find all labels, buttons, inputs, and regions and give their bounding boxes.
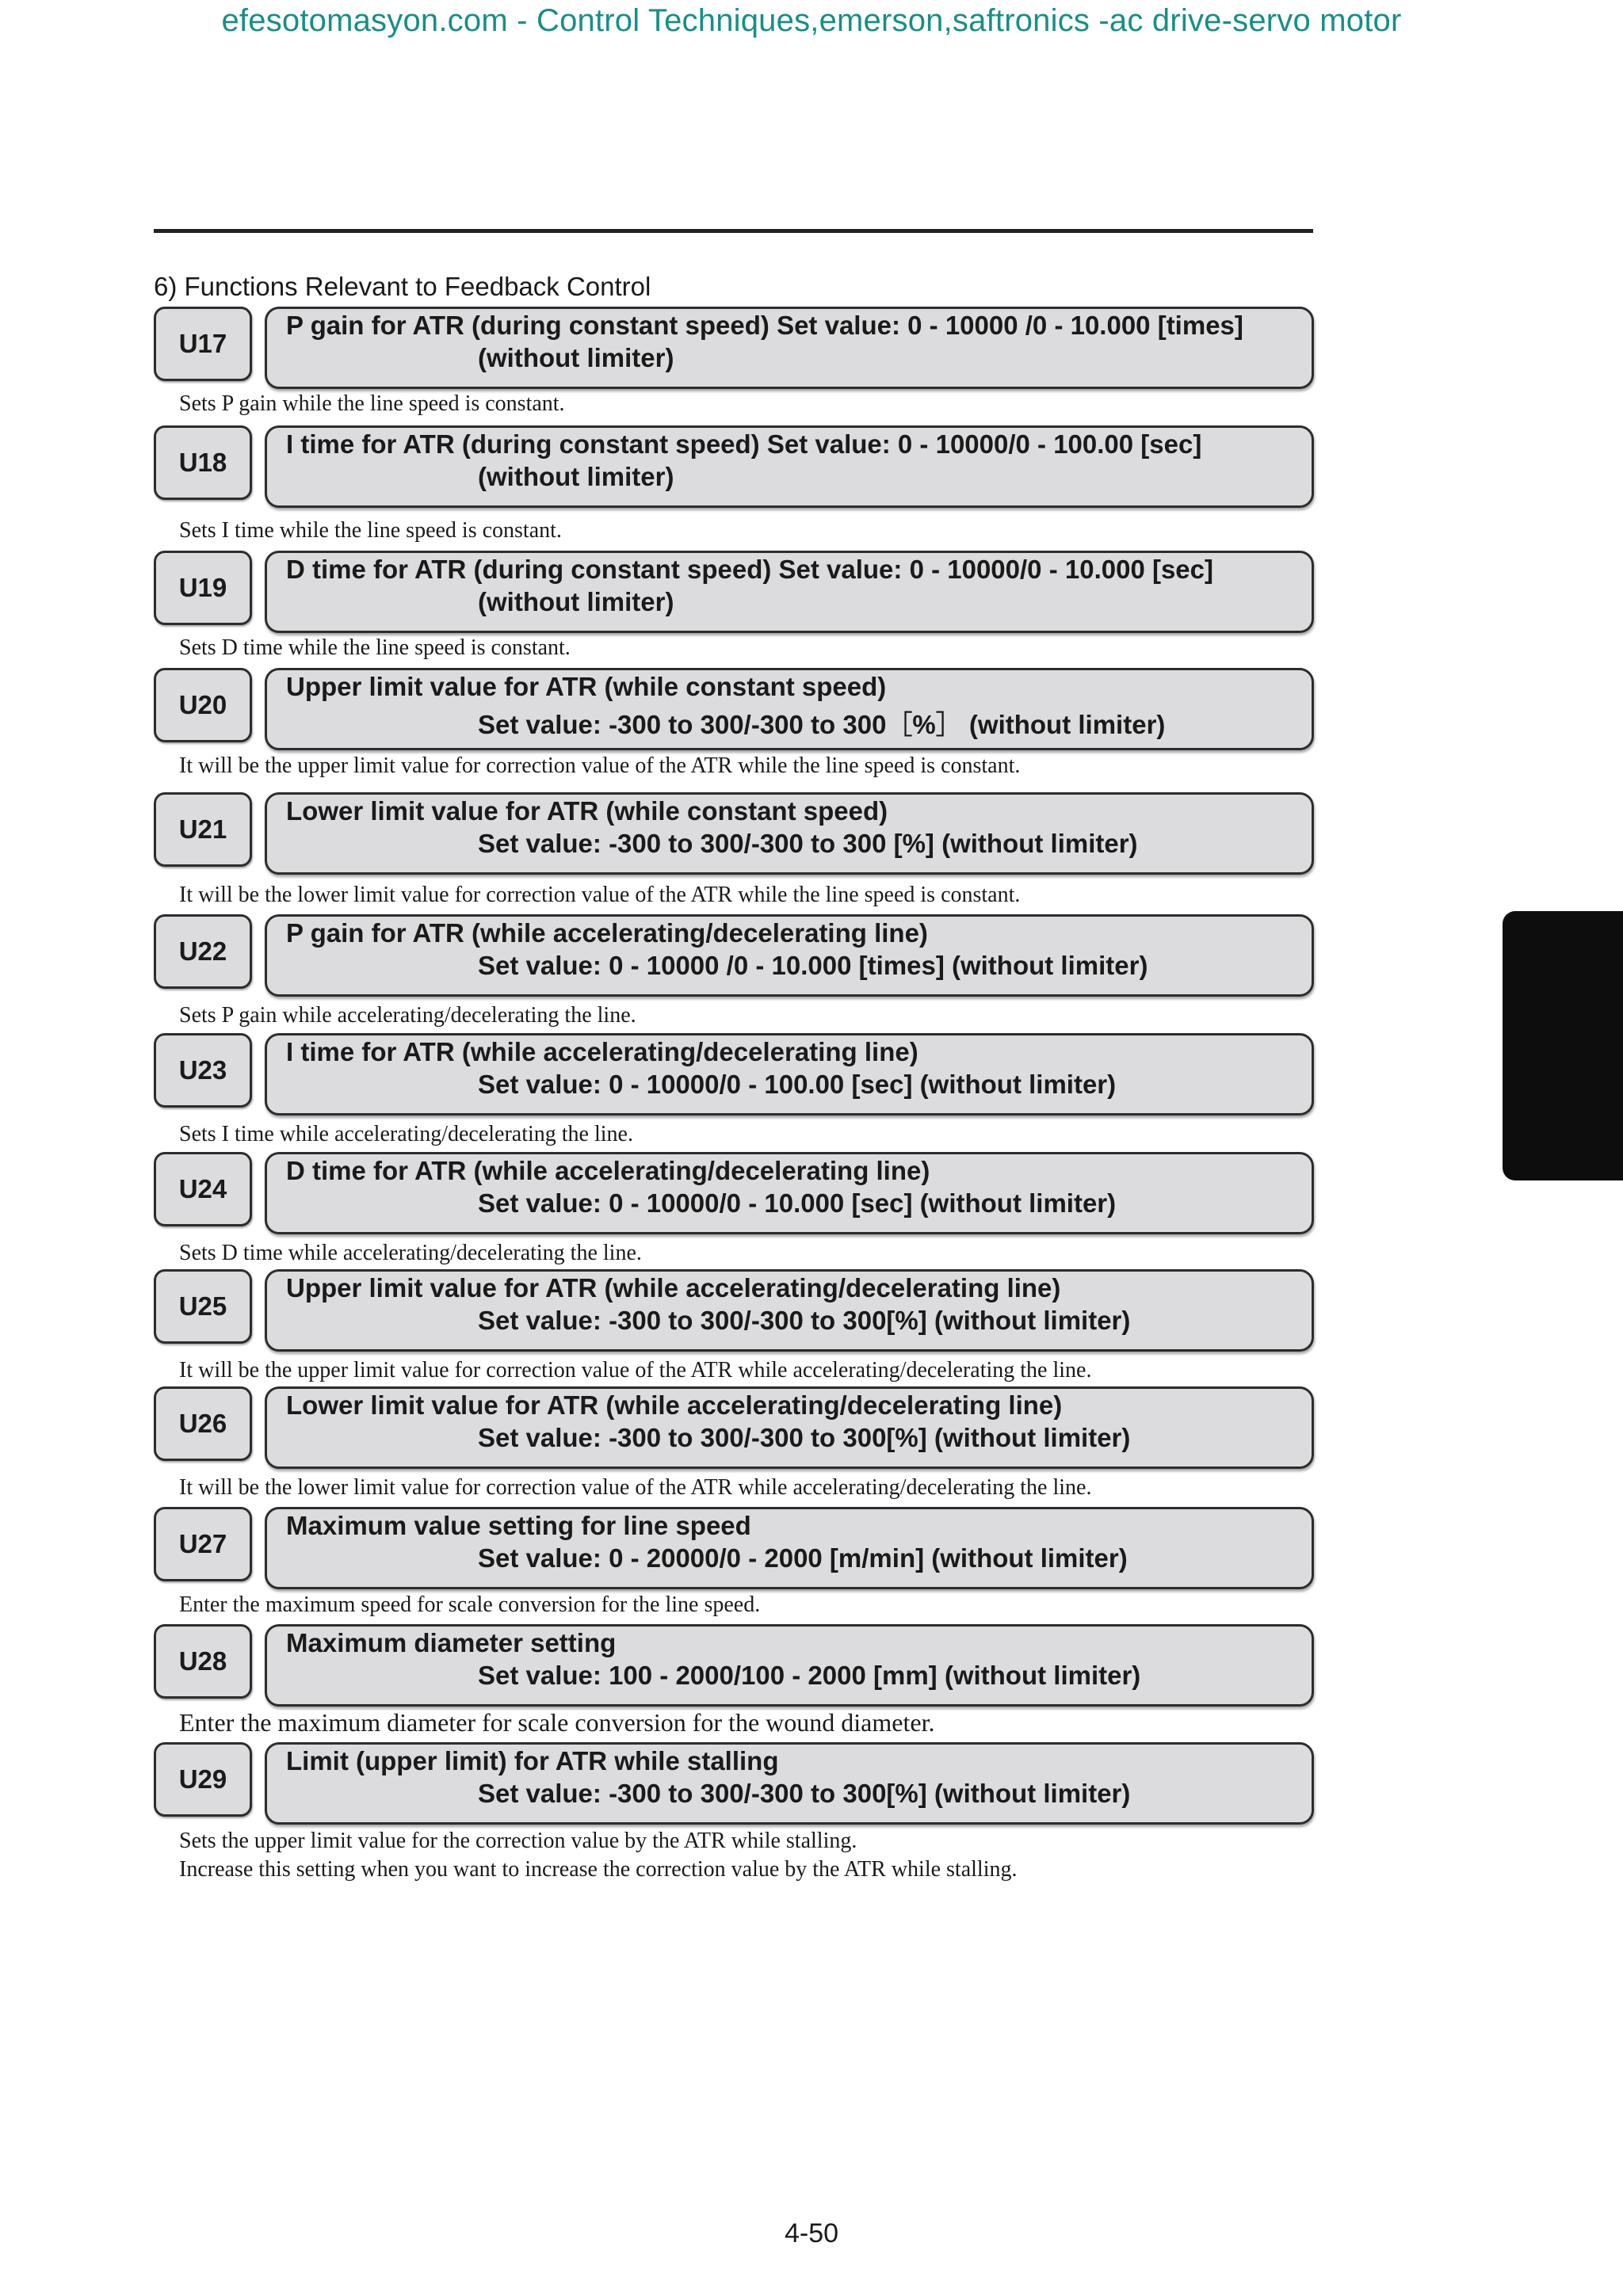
param-box <box>265 914 1314 997</box>
param-description: Sets P gain while the line speed is constant. <box>179 391 565 416</box>
param-setvalue: Set value: -300 to 300/-300 to 300[%] (without limiter) <box>478 1779 1131 1808</box>
param-title: Limit (upper limit) for ATR while stalling <box>286 1746 779 1775</box>
section-title: 6) Functions Relevant to Feedback Control <box>154 272 651 301</box>
param-title: D time for ATR (while accelerating/decelerating line) <box>286 1156 930 1185</box>
param-code: U19 <box>154 551 252 625</box>
param-description: Sets P gain while accelerating/decelerating the line. <box>179 1003 636 1028</box>
param-description: It will be the upper limit value for correction value of the ATR while the line speed is constant. <box>179 753 1021 778</box>
param-setvalue: Set value: 0 - 10000/0 - 10.000 [sec] (without limiter) <box>478 1188 1117 1218</box>
param-description: Increase this setting when you want to increase the correction value by the ATR while stalling. <box>179 1857 1018 1882</box>
param-title: Lower limit value for ATR (while accelerating/decelerating line) <box>286 1390 1063 1420</box>
param-title: D time for ATR (during constant speed) Set value: 0 - 10000/0 - 10.000 [sec] <box>286 555 1214 584</box>
param-box <box>265 1033 1314 1116</box>
param-code: U18 <box>154 425 252 500</box>
param-description: It will be the lower limit value for correction value of the ATR while accelerating/decelerating the line. <box>179 1475 1092 1500</box>
param-box <box>265 307 1314 389</box>
page-number: 4-50 <box>784 2218 839 2248</box>
param-title: Upper limit value for ATR (while accelerating/decelerating line) <box>286 1273 1061 1302</box>
param-code: U22 <box>154 914 252 989</box>
param-box <box>265 1386 1314 1469</box>
param-setvalue: Set value: 0 - 20000/0 - 2000 [m/min] (without limiter) <box>478 1543 1128 1573</box>
param-setvalue: (without limiter) <box>478 343 674 372</box>
param-code: U27 <box>154 1507 252 1581</box>
param-description: Sets D time while the line speed is constant. <box>179 635 571 660</box>
param-box <box>265 792 1314 875</box>
param-code: U28 <box>154 1624 252 1699</box>
param-box <box>265 425 1314 508</box>
param-code: U24 <box>154 1152 252 1226</box>
param-box <box>265 1742 1314 1825</box>
param-title: P gain for ATR (during constant speed) Set value: 0 - 10000 /0 - 10.000 [times] <box>286 311 1243 340</box>
param-setvalue: (without limiter) <box>478 462 674 491</box>
param-box <box>265 1269 1314 1352</box>
param-description: It will be the upper limit value for correction value of the ATR while accelerating/decelerating the line. <box>179 1358 1092 1383</box>
param-setvalue: Set value: -300 to 300/-300 to 300[%] (without limiter) <box>478 1423 1131 1452</box>
param-description: Enter the maximum speed for scale conversion for the line speed. <box>179 1592 761 1617</box>
param-code: U21 <box>154 792 252 867</box>
param-code: U23 <box>154 1033 252 1108</box>
param-setvalue: Set value: -300 to 300/-300 to 300 [%] (without limiter) <box>478 829 1138 858</box>
param-setvalue: Set value: -300 to 300/-300 to 300[%] (without limiter) <box>478 1306 1131 1335</box>
param-title: Maximum diameter setting <box>286 1628 617 1657</box>
param-box <box>265 668 1314 750</box>
param-code: U20 <box>154 668 252 742</box>
param-code: U25 <box>154 1269 252 1344</box>
param-setvalue: Set value: 0 - 10000/0 - 100.00 [sec] (without limiter) <box>478 1070 1117 1099</box>
param-title: P gain for ATR (while accelerating/decelerating line) <box>286 918 928 948</box>
param-setvalue: Set value: 0 - 10000 /0 - 10.000 [times] (without limiter) <box>478 951 1148 980</box>
param-title: Maximum value setting for line speed <box>286 1511 751 1540</box>
param-setvalue: (without limiter) <box>478 587 674 616</box>
param-title: I time for ATR (during constant speed) Set value: 0 - 10000/0 - 100.00 [sec] <box>286 429 1202 459</box>
param-description: Sets I time while the line speed is constant. <box>179 518 562 543</box>
param-box <box>265 1152 1314 1234</box>
param-title: I time for ATR (while accelerating/decelerating line) <box>286 1037 918 1066</box>
param-description: Sets the upper limit value for the correction value by the ATR while stalling. <box>179 1829 857 1853</box>
side-tab-label: Packaged Software <box>1411 963 1435 1153</box>
param-code: U26 <box>154 1386 252 1461</box>
param-code: U29 <box>154 1742 252 1817</box>
param-box <box>265 1507 1314 1589</box>
param-code: U17 <box>154 307 252 381</box>
param-title: Lower limit value for ATR (while constant speed) <box>286 796 888 826</box>
param-description: Enter the maximum diameter for scale conversion for the wound diameter. <box>179 1708 935 1737</box>
param-setvalue: Set value: -300 to 300/-300 to 300［%］ (without limiter) <box>478 710 1166 739</box>
param-box <box>265 551 1314 633</box>
param-title: Upper limit value for ATR (while constant speed) <box>286 672 887 701</box>
header-watermark: efesotomasyon.com - Control Techniques,emerson,saftronics -ac drive-servo motor <box>221 3 1402 38</box>
param-description: It will be the lower limit value for correction value of the ATR while the line speed is constant. <box>179 883 1021 907</box>
param-setvalue: Set value: 100 - 2000/100 - 2000 [mm] (without limiter) <box>478 1661 1141 1690</box>
header-rule <box>154 229 1313 233</box>
param-description: Sets D time while accelerating/decelerating the line. <box>179 1241 642 1265</box>
side-tab <box>1503 911 1623 1180</box>
param-description: Sets I time while accelerating/decelerating the line. <box>179 1122 633 1146</box>
param-box <box>265 1624 1314 1707</box>
